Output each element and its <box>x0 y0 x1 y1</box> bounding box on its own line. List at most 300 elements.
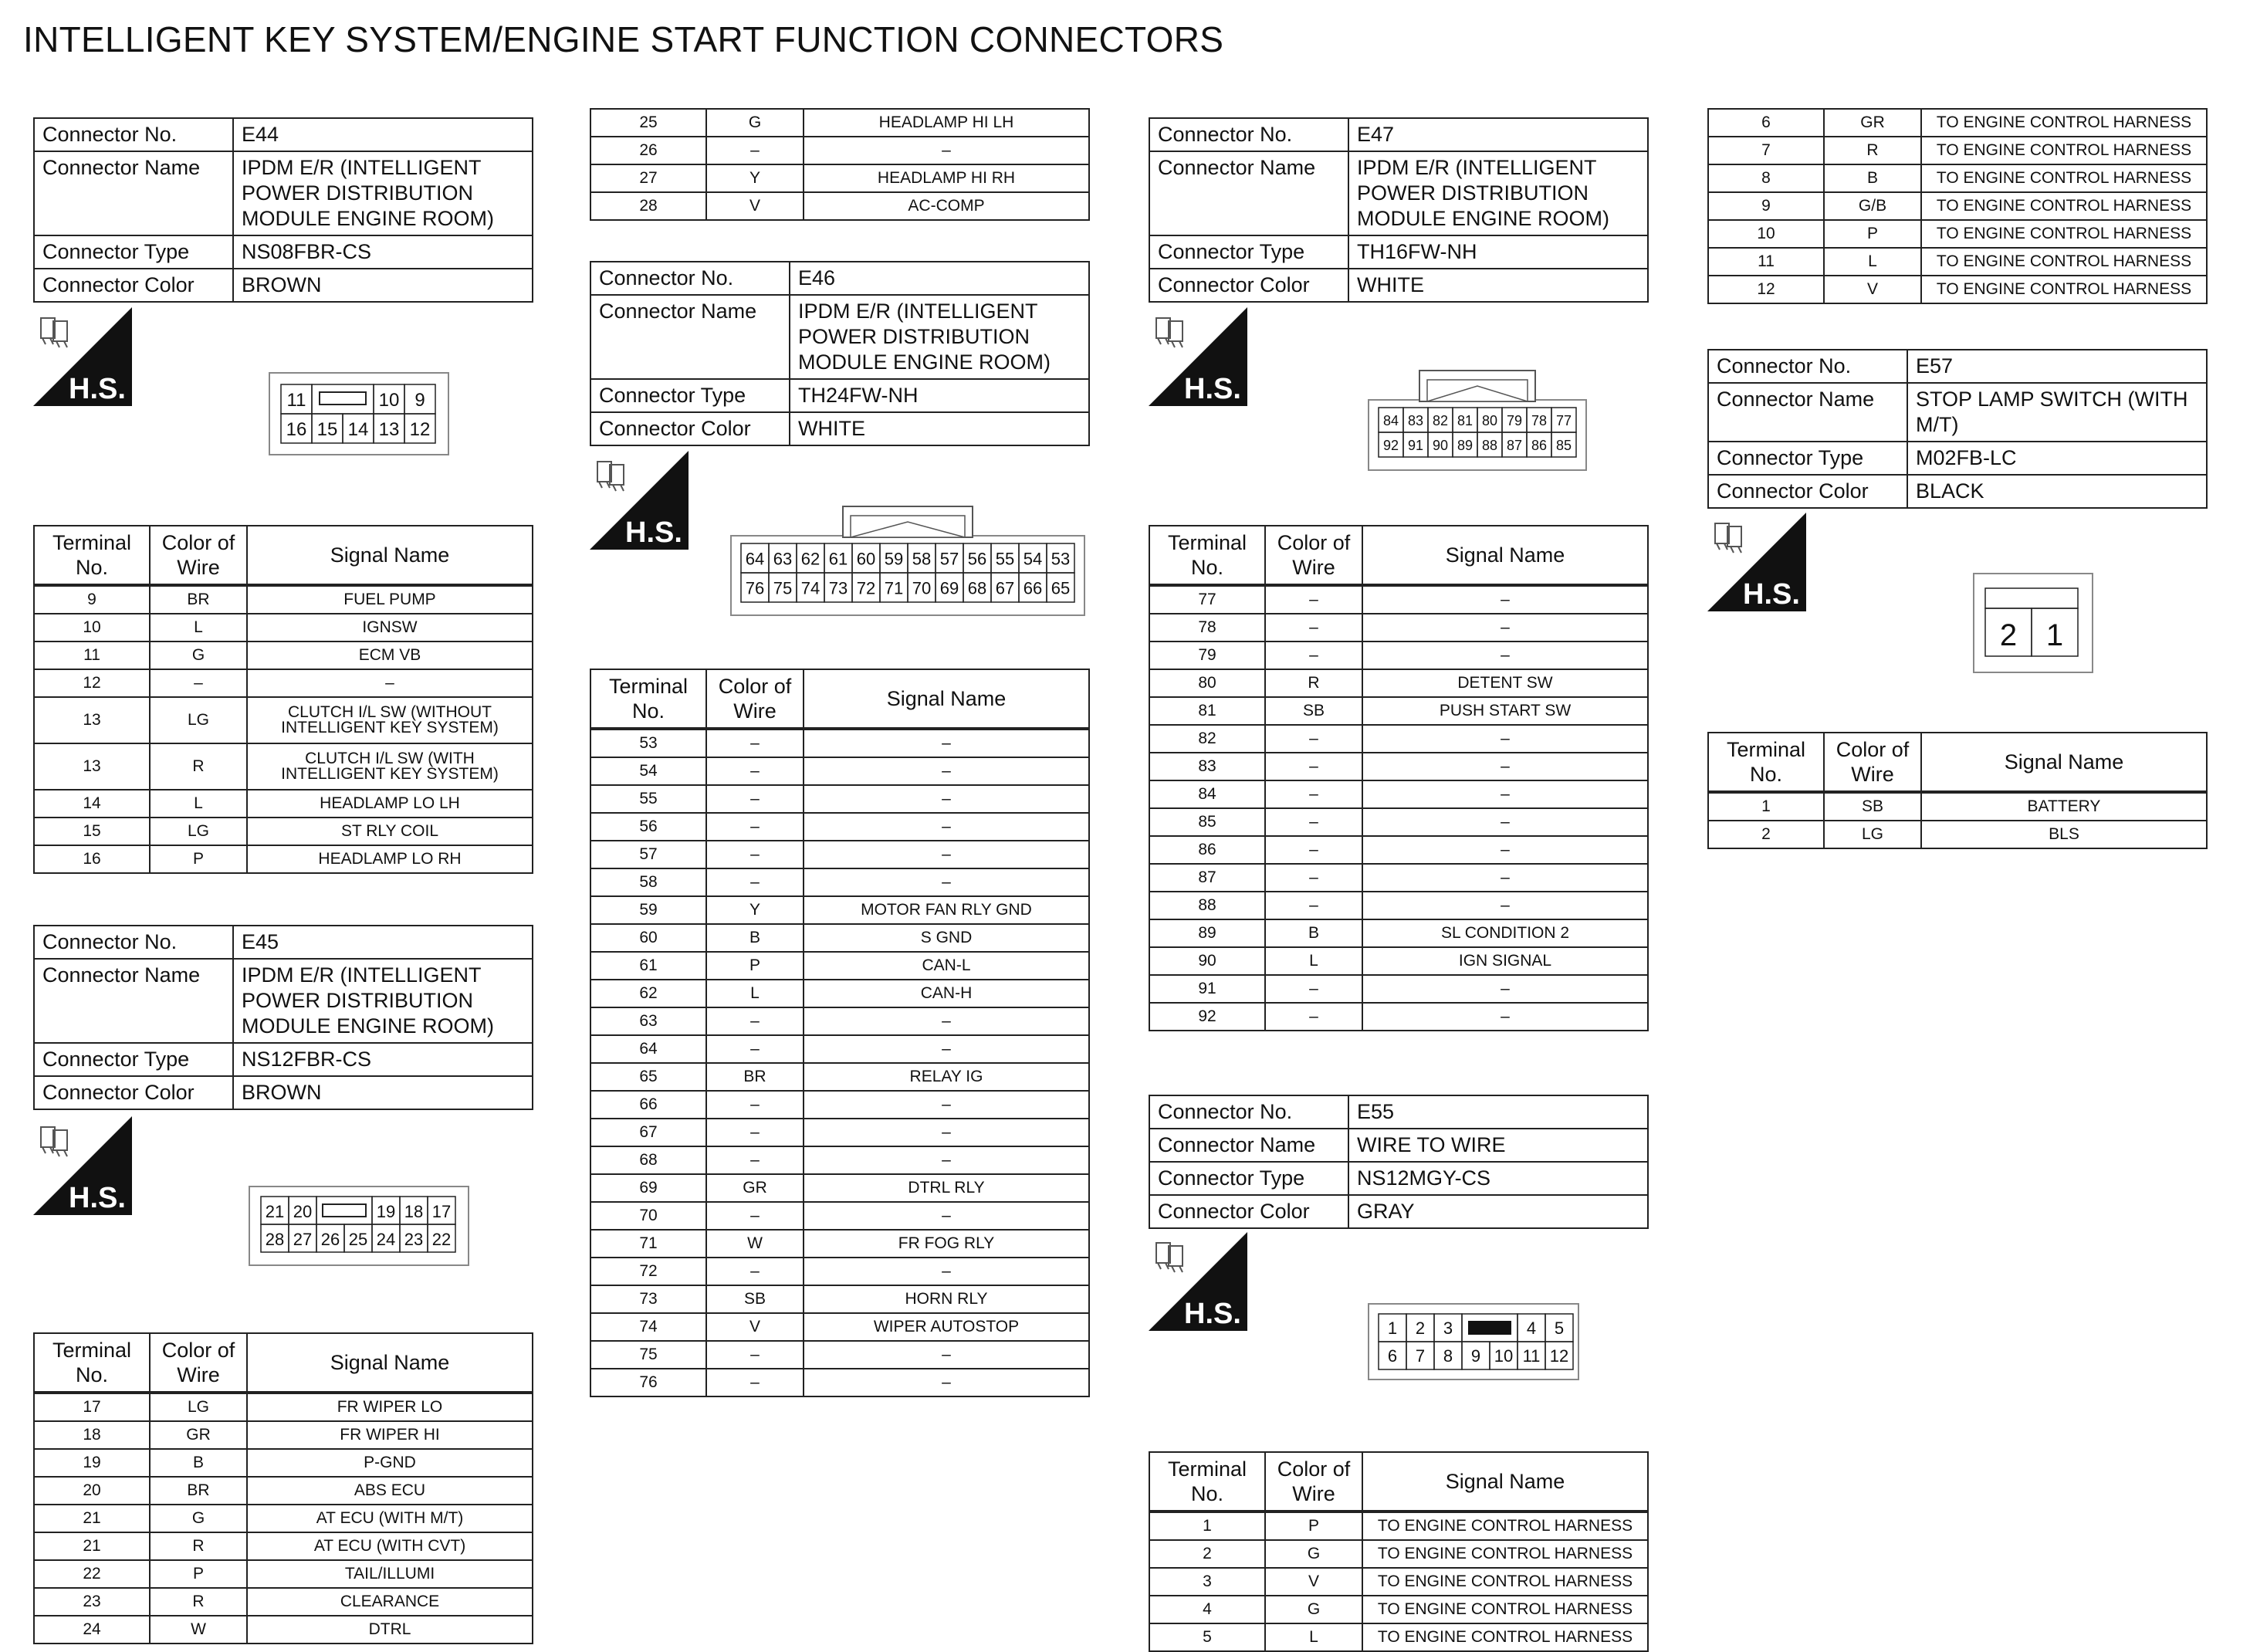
terminal-no-cell: 89 <box>1149 919 1265 947</box>
wire-color-cell: SB <box>1265 697 1362 725</box>
signal-name-cell: TO ENGINE CONTROL HARNESS <box>1362 1512 1648 1540</box>
wire-color-cell: R <box>1265 669 1362 697</box>
harness-side-icon <box>33 307 132 406</box>
terminal-no-header: Terminal No. <box>1708 733 1824 792</box>
pin-number: 1 <box>2045 618 2064 652</box>
table-row <box>590 1285 1089 1313</box>
terminal-no-cell: 59 <box>590 896 706 924</box>
connector-no-label: Connector No. <box>34 926 233 959</box>
connector-name-label: Connector Name <box>1149 1129 1348 1162</box>
e45-connector-no: E45 <box>233 926 533 959</box>
table-row <box>1149 669 1648 697</box>
terminal-no-cell: 73 <box>590 1285 706 1313</box>
wire-color-cell: SB <box>1824 792 1921 821</box>
terminal-no-cell: 2 <box>1149 1540 1265 1568</box>
table-row <box>1149 892 1648 919</box>
wire-color-cell: – <box>1265 642 1362 669</box>
table-row <box>34 790 533 818</box>
wire-color-cell: – <box>706 757 804 785</box>
color-of-wire-header: Color of Wire <box>706 669 804 729</box>
wire-color-cell: SB <box>706 1285 804 1313</box>
terminal-no-cell: 92 <box>1149 1003 1265 1031</box>
terminal-no-cell: 1 <box>1708 792 1824 821</box>
wire-color-cell: V <box>706 1313 804 1341</box>
table-row <box>590 1258 1089 1285</box>
pin-number: 68 <box>967 578 987 598</box>
connector-name-label: Connector Name <box>34 151 233 235</box>
e55-connector-color: GRAY <box>1348 1195 1648 1228</box>
table-row <box>590 1063 1089 1091</box>
page-title: INTELLIGENT KEY SYSTEM/ENGINE START FUNCTION CONNECTORS <box>23 19 1224 59</box>
connector-color-label: Connector Color <box>34 1076 233 1109</box>
connector-type-label: Connector Type <box>34 1043 233 1076</box>
wire-color-cell: R <box>1824 137 1921 164</box>
pin-number: 64 <box>745 549 765 569</box>
wire-color-cell: GR <box>1824 109 1921 137</box>
pin-number: 9 <box>414 390 425 411</box>
color-of-wire-header: Color of Wire <box>1824 733 1921 792</box>
table-row <box>590 1202 1089 1230</box>
wire-color-cell: V <box>1265 1568 1362 1596</box>
e47-connector-color: WHITE <box>1348 269 1648 302</box>
pin-number: 9 <box>1470 1346 1481 1366</box>
signal-name-cell: RELAY IG <box>804 1063 1089 1091</box>
pin-number: 4 <box>1526 1319 1537 1338</box>
table-row <box>1149 642 1648 669</box>
signal-name-cell: TO ENGINE CONTROL HARNESS <box>1362 1568 1648 1596</box>
pin-number: 59 <box>884 549 904 569</box>
terminal-no-cell: 22 <box>34 1560 150 1588</box>
signal-name-cell: HEADLAMP HI RH <box>804 164 1089 192</box>
signal-name-cell: TO ENGINE CONTROL HARNESS <box>1362 1540 1648 1568</box>
wire-color-cell: – <box>706 868 804 896</box>
pin-number: 10 <box>1494 1346 1514 1366</box>
wire-color-cell: – <box>1265 780 1362 808</box>
pin-number: 6 <box>1387 1346 1398 1366</box>
terminal-no-cell: 21 <box>34 1505 150 1532</box>
signal-name-cell: – <box>247 669 533 697</box>
e47-header-table <box>1149 117 1649 303</box>
table-row <box>1149 919 1648 947</box>
pin-number: 17 <box>431 1202 452 1221</box>
terminal-no-cell: 27 <box>590 164 706 192</box>
wire-color-cell: L <box>150 790 247 818</box>
signal-name-cell: TO ENGINE CONTROL HARNESS <box>1921 192 2207 220</box>
terminal-no-cell: 55 <box>590 785 706 813</box>
wire-color-cell: B <box>1824 164 1921 192</box>
connector-color-label: Connector Color <box>590 412 790 445</box>
color-of-wire-header: Color of Wire <box>150 526 247 585</box>
signal-name-cell: ECM VB <box>247 642 533 669</box>
table-row <box>1708 248 2207 276</box>
terminal-no-cell: 11 <box>1708 248 1824 276</box>
table-row <box>590 1174 1089 1202</box>
signal-name-cell: – <box>804 1146 1089 1174</box>
harness-side-icon <box>590 451 689 550</box>
pin-number: 10 <box>378 390 400 411</box>
wire-color-cell: P <box>1265 1512 1362 1540</box>
hs-label: H.S. <box>69 373 126 405</box>
terminal-no-cell: 90 <box>1149 947 1265 975</box>
signal-name-cell: TO ENGINE CONTROL HARNESS <box>1921 164 2207 192</box>
e44-header-table <box>33 117 533 303</box>
terminal-no-cell: 13 <box>34 743 150 790</box>
signal-name-cell: CLEARANCE <box>247 1588 533 1616</box>
signal-name-cell: AT ECU (WITH M/T) <box>247 1505 533 1532</box>
terminal-no-cell: 23 <box>34 1588 150 1616</box>
pin-number: 13 <box>378 419 400 440</box>
wire-color-cell: GR <box>706 1174 804 1202</box>
terminal-no-cell: 8 <box>1708 164 1824 192</box>
terminal-no-cell: 66 <box>590 1091 706 1119</box>
signal-name-cell: IGN SIGNAL <box>1362 947 1648 975</box>
wire-color-cell: G/B <box>1824 192 1921 220</box>
wire-color-cell: P <box>150 1560 247 1588</box>
signal-name-header: Signal Name <box>1362 1452 1648 1512</box>
e57-connector-type: M02FB-LC <box>1907 442 2207 475</box>
e47-connector-face <box>1368 369 1587 471</box>
signal-name-cell: TO ENGINE CONTROL HARNESS <box>1921 137 2207 164</box>
signal-name-cell: – <box>1362 975 1648 1003</box>
e44-connector-no: E44 <box>233 118 533 151</box>
signal-name-cell: WIPER AUTOSTOP <box>804 1313 1089 1341</box>
pin-number: 83 <box>1407 413 1424 429</box>
signal-name-cell: – <box>1362 585 1648 614</box>
table-row <box>1708 109 2207 137</box>
terminal-no-cell: 7 <box>1708 137 1824 164</box>
pin-number: 63 <box>773 549 793 569</box>
signal-name-cell: CLUTCH I/L SW (WITH INTELLIGENT KEY SYSTEM) <box>247 743 533 790</box>
wire-color-cell: G <box>1265 1540 1362 1568</box>
e47-terminal-table <box>1149 525 1649 1031</box>
pin-number: 14 <box>347 419 369 440</box>
pin-number: 72 <box>856 578 876 598</box>
wire-color-cell: LG <box>1824 821 1921 848</box>
e46-connector-color: WHITE <box>790 412 1089 445</box>
wire-color-cell: L <box>1265 1623 1362 1651</box>
table-row <box>34 1421 533 1449</box>
table-row <box>590 896 1089 924</box>
pin-number: 60 <box>856 549 876 569</box>
signal-name-cell: – <box>804 1007 1089 1035</box>
table-row <box>1149 1540 1648 1568</box>
signal-name-cell: PUSH START SW <box>1362 697 1648 725</box>
wire-color-cell: W <box>150 1616 247 1644</box>
pin-number: 87 <box>1506 438 1523 454</box>
table-row <box>1708 137 2207 164</box>
wire-color-cell: LG <box>150 818 247 845</box>
terminal-no-cell: 63 <box>590 1007 706 1035</box>
table-row <box>590 137 1089 164</box>
terminal-no-cell: 87 <box>1149 864 1265 892</box>
signal-name-cell: – <box>804 841 1089 868</box>
terminal-no-header: Terminal No. <box>1149 526 1265 585</box>
table-row <box>1708 792 2207 821</box>
pin-number: 53 <box>1051 549 1071 569</box>
terminal-no-cell: 10 <box>34 614 150 642</box>
hs-label: H.S. <box>1184 1298 1241 1330</box>
e55-connector-name: WIRE TO WIRE <box>1348 1129 1648 1162</box>
wire-color-cell: – <box>1265 892 1362 919</box>
signal-name-cell: – <box>1362 725 1648 753</box>
harness-side-icon <box>33 1116 132 1215</box>
e47-connector-no: E47 <box>1348 118 1648 151</box>
terminal-no-cell: 60 <box>590 924 706 952</box>
pin-number: 69 <box>939 578 959 598</box>
terminal-no-cell: 2 <box>1708 821 1824 848</box>
signal-name-cell: CLUTCH I/L SW (WITHOUT INTELLIGENT KEY SYSTEM) <box>247 697 533 743</box>
pin-number: 11 <box>286 390 306 411</box>
pin-number: 73 <box>828 578 848 598</box>
signal-name-cell: – <box>804 1341 1089 1369</box>
pin-number: 89 <box>1457 438 1473 454</box>
wire-color-cell: L <box>150 614 247 642</box>
pin-number: 77 <box>1555 413 1572 429</box>
pin-number: 24 <box>376 1230 396 1249</box>
pin-number: 90 <box>1432 438 1449 454</box>
table-row <box>1708 164 2207 192</box>
e46-connector-no: E46 <box>790 262 1089 295</box>
signal-name-cell: – <box>1362 836 1648 864</box>
wire-color-cell: G <box>150 1505 247 1532</box>
wire-color-cell: – <box>706 1146 804 1174</box>
pin-number: 26 <box>320 1230 340 1249</box>
pin-number: 82 <box>1432 413 1449 429</box>
table-row <box>34 614 533 642</box>
table-row <box>1149 697 1648 725</box>
connector-type-label: Connector Type <box>1708 442 1907 475</box>
pin-number: 12 <box>1549 1346 1569 1366</box>
e46-header-table <box>590 261 1090 446</box>
table-row <box>34 697 533 743</box>
table-row <box>1149 1003 1648 1031</box>
terminal-no-cell: 12 <box>34 669 150 697</box>
e46-connector-face <box>730 505 1085 616</box>
table-row <box>590 164 1089 192</box>
signal-name-cell: DTRL <box>247 1616 533 1644</box>
connector-name-label: Connector Name <box>1149 151 1348 235</box>
table-row <box>34 845 533 873</box>
e57-connector-name: STOP LAMP SWITCH (WITH M/T) <box>1907 383 2207 442</box>
wire-color-cell: – <box>706 813 804 841</box>
signal-name-cell: – <box>804 1119 1089 1146</box>
e45-connector-name: IPDM E/R (INTELLIGENT POWER DISTRIBUTION MODULE ENGINE ROOM) <box>233 959 533 1043</box>
wire-color-cell: – <box>706 1369 804 1396</box>
connector-color-label: Connector Color <box>1149 1195 1348 1228</box>
wire-color-cell: P <box>150 845 247 873</box>
table-row <box>590 868 1089 896</box>
pin-number: 86 <box>1531 438 1548 454</box>
table-row <box>590 841 1089 868</box>
table-row <box>1149 975 1648 1003</box>
connector-no-label: Connector No. <box>590 262 790 295</box>
wire-color-cell: W <box>706 1230 804 1258</box>
terminal-no-cell: 78 <box>1149 614 1265 642</box>
table-row <box>1708 192 2207 220</box>
wire-color-cell: – <box>706 1007 804 1035</box>
wire-color-cell: – <box>1265 836 1362 864</box>
wire-color-cell: LG <box>150 697 247 743</box>
signal-name-cell: IGNSW <box>247 614 533 642</box>
terminal-no-cell: 67 <box>590 1119 706 1146</box>
wire-color-cell: – <box>706 785 804 813</box>
terminal-no-cell: 6 <box>1708 109 1824 137</box>
table-row <box>1149 753 1648 780</box>
pin-number: 58 <box>912 549 932 569</box>
pin-number: 70 <box>912 578 932 598</box>
table-row <box>1149 1596 1648 1623</box>
pin-number: 18 <box>404 1202 424 1221</box>
connector-color-label: Connector Color <box>1708 475 1907 508</box>
signal-name-cell: TO ENGINE CONTROL HARNESS <box>1921 109 2207 137</box>
signal-name-cell: – <box>804 1202 1089 1230</box>
table-row <box>1708 276 2207 303</box>
terminal-no-cell: 26 <box>590 137 706 164</box>
pin-number: 85 <box>1555 438 1572 454</box>
wire-color-cell: B <box>1265 919 1362 947</box>
terminal-no-cell: 69 <box>590 1174 706 1202</box>
connector-name-label: Connector Name <box>1708 383 1907 442</box>
e57-header-table <box>1707 349 2208 509</box>
terminal-no-cell: 85 <box>1149 808 1265 836</box>
signal-name-header: Signal Name <box>247 526 533 585</box>
connector-color-label: Connector Color <box>1149 269 1348 302</box>
signal-name-cell: AT ECU (WITH CVT) <box>247 1532 533 1560</box>
wire-color-cell: G <box>1265 1596 1362 1623</box>
table-row <box>1149 1568 1648 1596</box>
terminal-no-header: Terminal No. <box>590 669 706 729</box>
signal-name-cell: – <box>1362 642 1648 669</box>
wire-color-cell: – <box>706 729 804 757</box>
signal-name-cell: FR WIPER LO <box>247 1393 533 1421</box>
terminal-no-cell: 14 <box>34 790 150 818</box>
table-row <box>34 1393 533 1421</box>
signal-name-cell: – <box>804 1035 1089 1063</box>
terminal-no-cell: 16 <box>34 845 150 873</box>
signal-name-cell: FR WIPER HI <box>247 1421 533 1449</box>
table-row <box>1149 1623 1648 1651</box>
wire-color-cell: B <box>706 924 804 952</box>
hs-label: H.S. <box>69 1182 126 1214</box>
signal-name-cell: – <box>804 1258 1089 1285</box>
table-row <box>34 818 533 845</box>
terminal-no-cell: 9 <box>34 585 150 614</box>
connector-type-label: Connector Type <box>590 379 790 412</box>
table-row <box>590 952 1089 980</box>
pin-number: 92 <box>1382 438 1399 454</box>
wire-color-cell: – <box>1265 614 1362 642</box>
terminal-no-cell: 74 <box>590 1313 706 1341</box>
table-row <box>590 1007 1089 1035</box>
e44-terminal-table <box>33 525 533 874</box>
terminal-no-cell: 76 <box>590 1369 706 1396</box>
signal-name-cell: – <box>1362 753 1648 780</box>
wire-color-cell: – <box>1265 725 1362 753</box>
pin-number: 16 <box>286 419 307 440</box>
connector-no-label: Connector No. <box>34 118 233 151</box>
e57-connector-color: BLACK <box>1907 475 2207 508</box>
wire-color-cell: – <box>1265 864 1362 892</box>
pin-number: 3 <box>1443 1319 1453 1338</box>
terminal-no-cell: 11 <box>34 642 150 669</box>
wire-color-cell: – <box>1265 585 1362 614</box>
terminal-no-cell: 57 <box>590 841 706 868</box>
pin-number: 76 <box>745 578 765 598</box>
e57-connector-face <box>1973 573 2093 673</box>
signal-name-cell: TO ENGINE CONTROL HARNESS <box>1921 248 2207 276</box>
terminal-no-cell: 84 <box>1149 780 1265 808</box>
table-row <box>1708 220 2207 248</box>
table-row <box>34 669 533 697</box>
table-row <box>590 785 1089 813</box>
signal-name-cell: – <box>804 1091 1089 1119</box>
signal-name-cell: ST RLY COIL <box>247 818 533 845</box>
hs-label: H.S. <box>1184 373 1241 405</box>
signal-name-cell: CAN-H <box>804 980 1089 1007</box>
table-row <box>590 924 1089 952</box>
signal-name-cell: – <box>804 868 1089 896</box>
terminal-no-cell: 53 <box>590 729 706 757</box>
pin-number: 67 <box>995 578 1015 598</box>
pin-number: 2 <box>1415 1319 1426 1338</box>
pin-number: 5 <box>1554 1319 1565 1338</box>
terminal-no-cell: 13 <box>34 697 150 743</box>
e45-connector-color: BROWN <box>233 1076 533 1109</box>
e46-terminal-table <box>590 669 1090 1397</box>
connector-type-label: Connector Type <box>1149 235 1348 269</box>
wire-color-cell: L <box>1265 947 1362 975</box>
pin-number: 84 <box>1382 413 1399 429</box>
e55-connector-type: NS12MGY-CS <box>1348 1162 1648 1195</box>
e44-connector-type: NS08FBR-CS <box>233 235 533 269</box>
signal-name-cell: P-GND <box>247 1449 533 1477</box>
wire-color-cell: – <box>706 1258 804 1285</box>
hs-label: H.S. <box>1743 578 1800 611</box>
pin-number: 15 <box>316 419 338 440</box>
pin-number: 19 <box>376 1202 396 1221</box>
signal-name-cell: HEADLAMP LO RH <box>247 845 533 873</box>
wire-color-cell: G <box>150 642 247 669</box>
signal-name-cell: FUEL PUMP <box>247 585 533 614</box>
e45-terminal-table <box>33 1332 533 1644</box>
table-row <box>590 1230 1089 1258</box>
pin-number: 22 <box>431 1230 452 1249</box>
table-row <box>590 1313 1089 1341</box>
e45-terminal-table-continued <box>590 108 1090 221</box>
wire-color-cell: – <box>1265 753 1362 780</box>
e44-connector-color: BROWN <box>233 269 533 302</box>
pin-number: 1 <box>1387 1319 1398 1338</box>
e57-terminal-table <box>1707 732 2208 849</box>
signal-name-cell: – <box>804 813 1089 841</box>
wire-color-cell: – <box>150 669 247 697</box>
terminal-no-cell: 25 <box>590 109 706 137</box>
terminal-no-header: Terminal No. <box>1149 1452 1265 1512</box>
color-of-wire-header: Color of Wire <box>1265 1452 1362 1512</box>
table-row <box>34 1560 533 1588</box>
wire-color-cell: G <box>706 109 804 137</box>
table-row <box>1149 808 1648 836</box>
signal-name-header: Signal Name <box>804 669 1089 729</box>
terminal-no-header: Terminal No. <box>34 526 150 585</box>
signal-name-cell: DTRL RLY <box>804 1174 1089 1202</box>
e55-header-table <box>1149 1095 1649 1229</box>
wire-color-cell: – <box>1265 1003 1362 1031</box>
terminal-no-cell: 56 <box>590 813 706 841</box>
connector-no-label: Connector No. <box>1149 1095 1348 1129</box>
pin-number: 81 <box>1457 413 1473 429</box>
terminal-no-cell: 24 <box>34 1616 150 1644</box>
